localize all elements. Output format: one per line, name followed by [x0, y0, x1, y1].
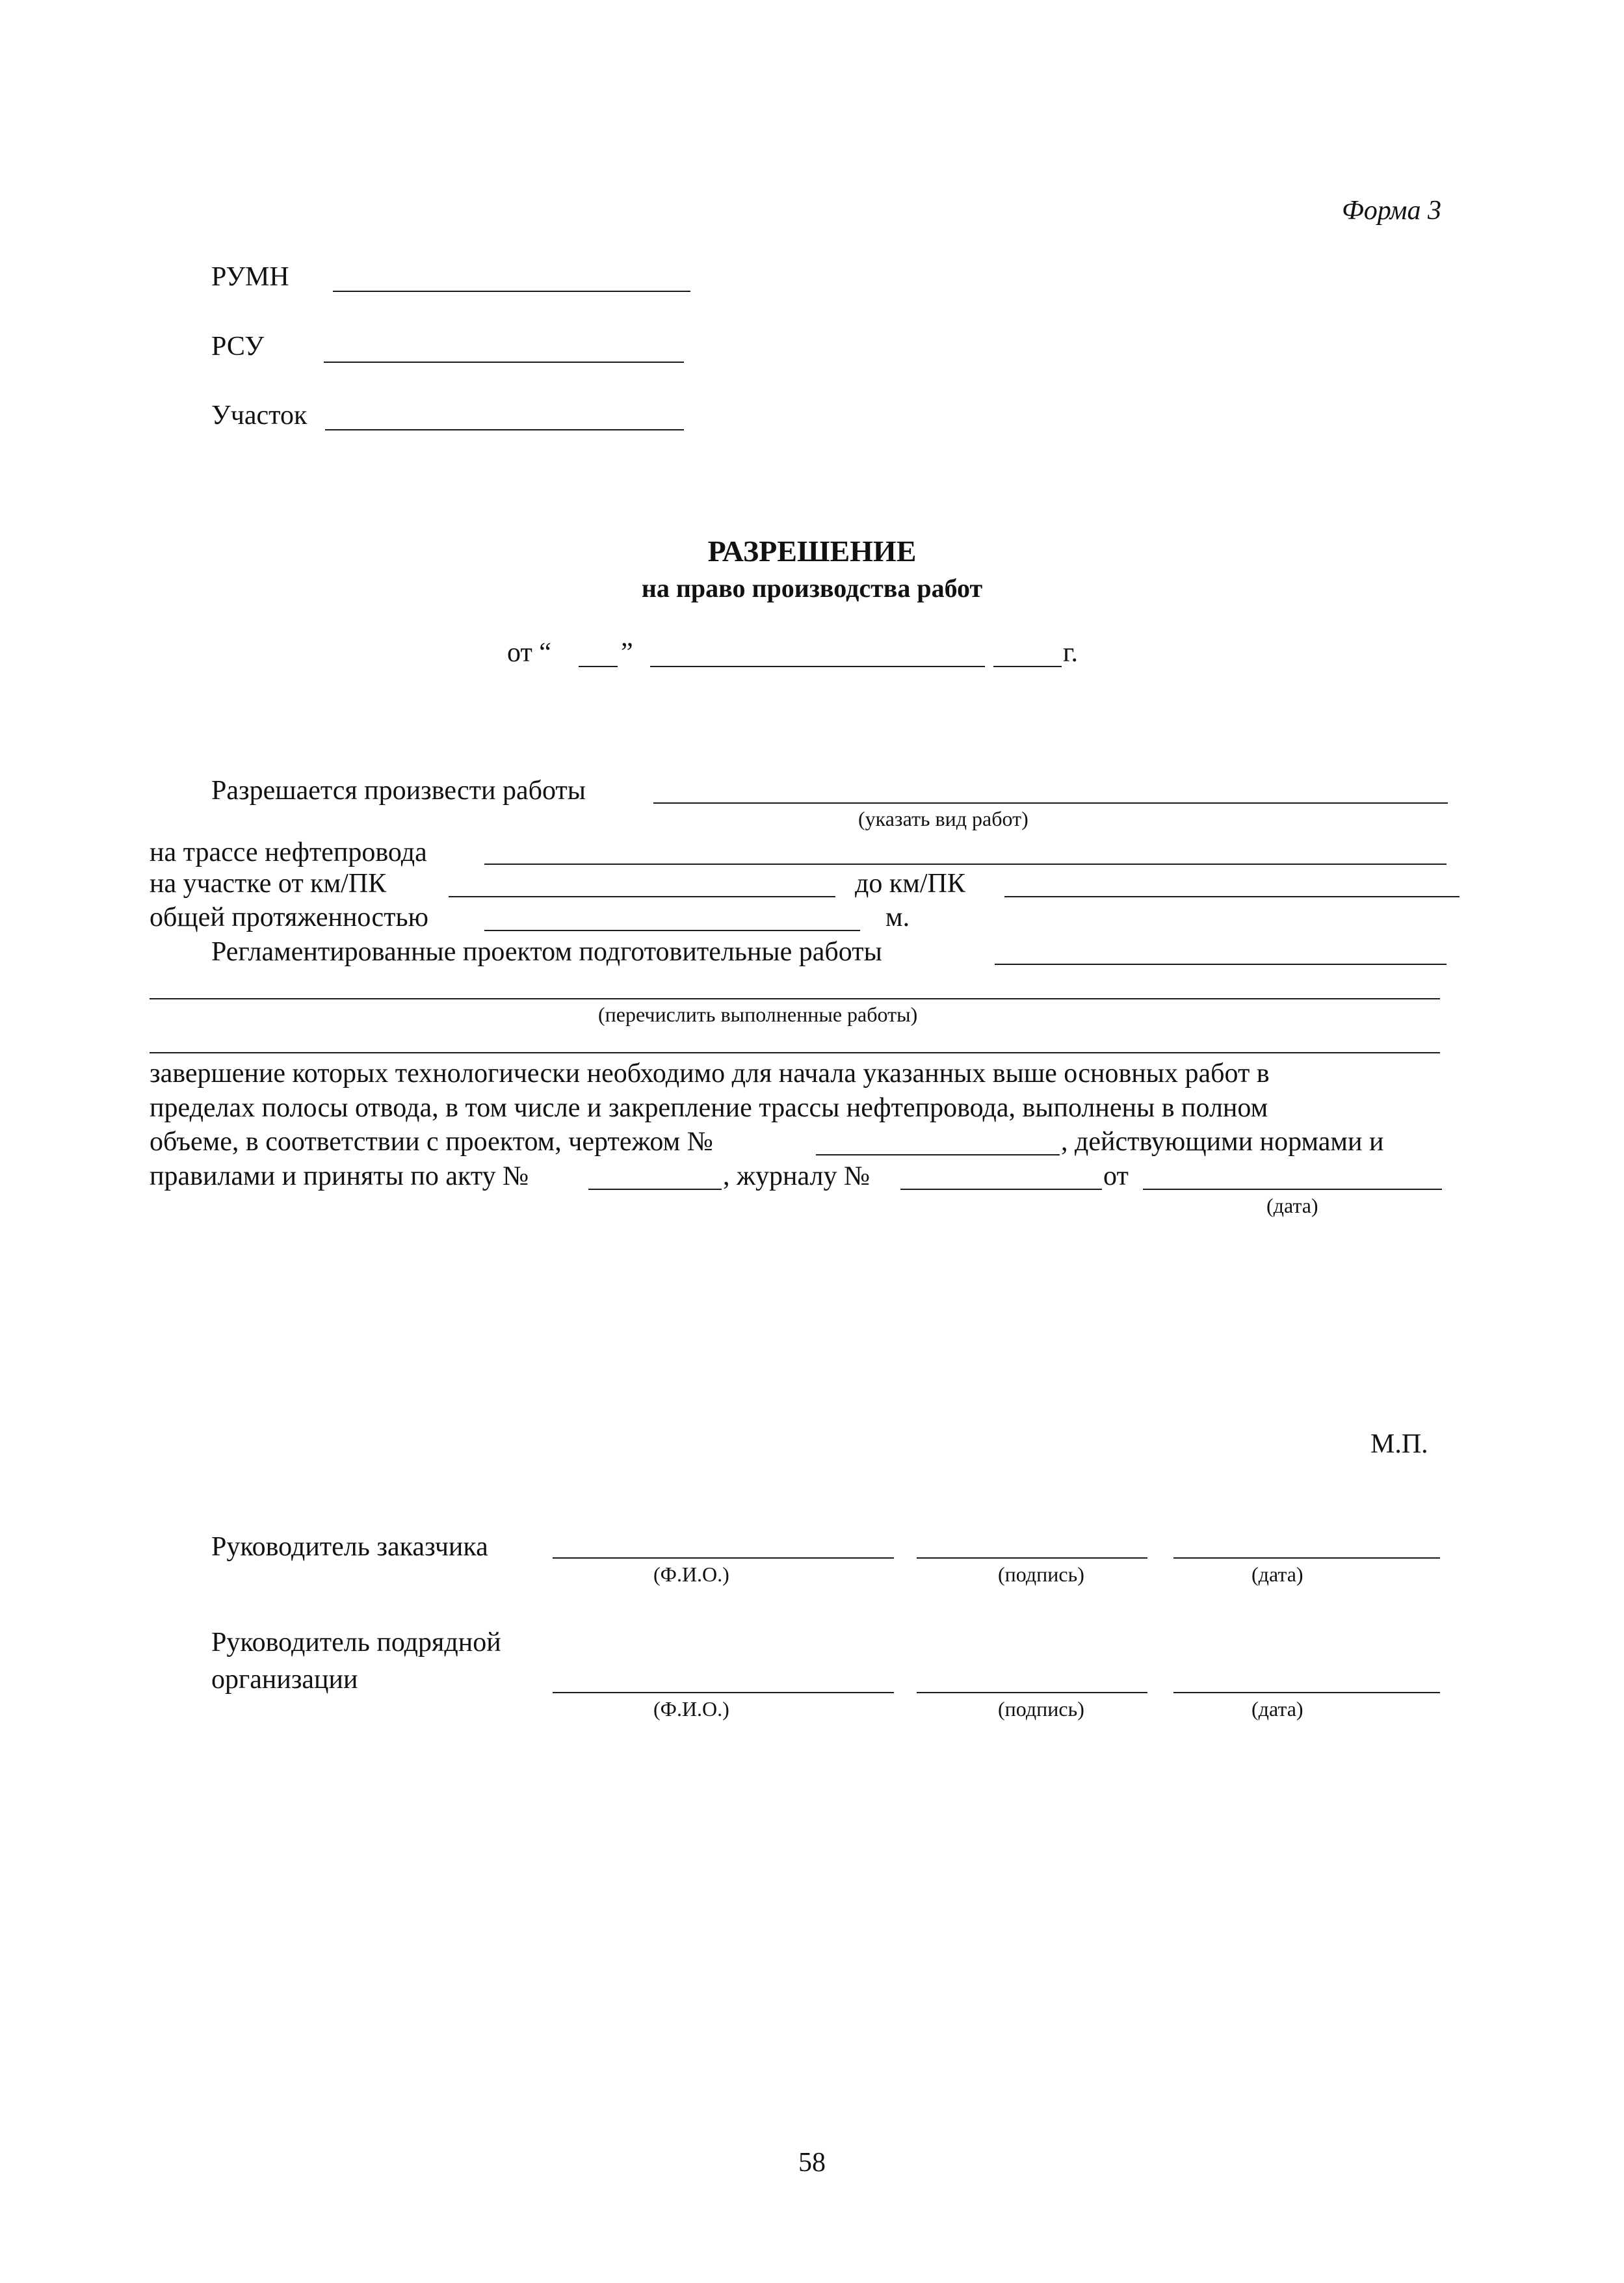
preparatory-field[interactable]	[995, 964, 1447, 965]
preparatory-hint: (перечислить выполненные работы)	[598, 1003, 918, 1026]
form-label: Форма 3	[1342, 196, 1441, 226]
section-to-label: до км/ПК	[855, 869, 965, 899]
pipeline-route-field[interactable]	[484, 864, 1447, 865]
works-allowed-label: Разрешается произвести работы	[211, 776, 586, 806]
section-from-label: на участке от км/ПК	[150, 869, 387, 899]
page-number: 58	[798, 2148, 826, 2178]
act-date-hint: (дата)	[1266, 1194, 1318, 1217]
contractor-head-label-line1: Руководитель подрядной	[211, 1628, 501, 1657]
preparatory-field-line2[interactable]	[150, 998, 1440, 999]
paragraph-line-3b: , действующими нормами и	[1061, 1127, 1384, 1157]
rsu-label: РСУ	[211, 332, 265, 362]
works-type-hint: (указать вид работ)	[858, 807, 1028, 830]
customer-head-label: Руководитель заказчика	[211, 1532, 488, 1562]
customer-fio-hint: (Ф.И.О.)	[653, 1563, 729, 1586]
paragraph-line-4a: правилами и приняты по акту №	[150, 1161, 529, 1191]
customer-date-field[interactable]	[1173, 1557, 1440, 1559]
total-length-field[interactable]	[484, 930, 860, 931]
rumn-label: РУМН	[211, 262, 289, 292]
document-title: РАЗРЕШЕНИЕ	[707, 534, 917, 568]
contractor-signature-hint: (подпись)	[998, 1697, 1084, 1721]
contractor-fio-field[interactable]	[553, 1692, 894, 1693]
customer-date-hint: (дата)	[1251, 1563, 1303, 1586]
contractor-date-hint: (дата)	[1251, 1697, 1303, 1721]
works-type-field[interactable]	[653, 802, 1448, 804]
preparatory-label: Регламентированные проектом подготовительные работы	[211, 937, 882, 967]
section-field[interactable]	[325, 429, 684, 430]
contractor-signature-field[interactable]	[917, 1692, 1147, 1693]
pipeline-route-label: на трассе нефтепровода	[150, 838, 427, 867]
journal-number-field[interactable]	[900, 1189, 1102, 1190]
section-label: Участок	[211, 401, 308, 430]
section-to-field[interactable]	[1004, 896, 1460, 897]
date-quote-close: ”	[621, 638, 633, 668]
contractor-head-label-line2: организации	[211, 1665, 358, 1695]
section-from-field[interactable]	[449, 896, 835, 897]
paragraph-line-2: пределах полосы отвода, в том числе и закрепление трассы нефтепровода, выполнены в полном	[150, 1093, 1268, 1123]
customer-fio-field[interactable]	[553, 1557, 894, 1559]
date-year-field[interactable]	[993, 666, 1062, 667]
customer-signature-field[interactable]	[917, 1557, 1147, 1559]
paragraph-line-4c: от	[1103, 1161, 1129, 1191]
date-prefix: от “	[507, 638, 551, 668]
date-month-field[interactable]	[650, 666, 985, 667]
document-subtitle: на право производства работ	[641, 574, 983, 603]
drawing-number-field[interactable]	[816, 1154, 1060, 1155]
act-number-field[interactable]	[588, 1189, 722, 1190]
customer-signature-hint: (подпись)	[998, 1563, 1084, 1586]
rsu-field[interactable]	[324, 362, 684, 363]
date-day-field[interactable]	[579, 666, 618, 667]
act-date-field[interactable]	[1143, 1189, 1442, 1190]
paragraph-line-1: завершение которых технологически необходимо для начала указанных выше основных работ в	[150, 1059, 1270, 1089]
paragraph-line-3a: объеме, в соответствии с проектом, чертежом №	[150, 1127, 713, 1157]
contractor-date-field[interactable]	[1173, 1692, 1440, 1693]
rumn-field[interactable]	[333, 291, 690, 292]
preparatory-field-line3[interactable]	[150, 1052, 1440, 1053]
contractor-fio-hint: (Ф.И.О.)	[653, 1697, 729, 1721]
stamp-label: М.П.	[1370, 1429, 1428, 1459]
meters-label: м.	[885, 903, 910, 932]
paragraph-line-4b: , журналу №	[723, 1161, 871, 1191]
total-length-label: общей протяженностью	[150, 903, 429, 932]
date-year-suffix: г.	[1063, 638, 1078, 668]
